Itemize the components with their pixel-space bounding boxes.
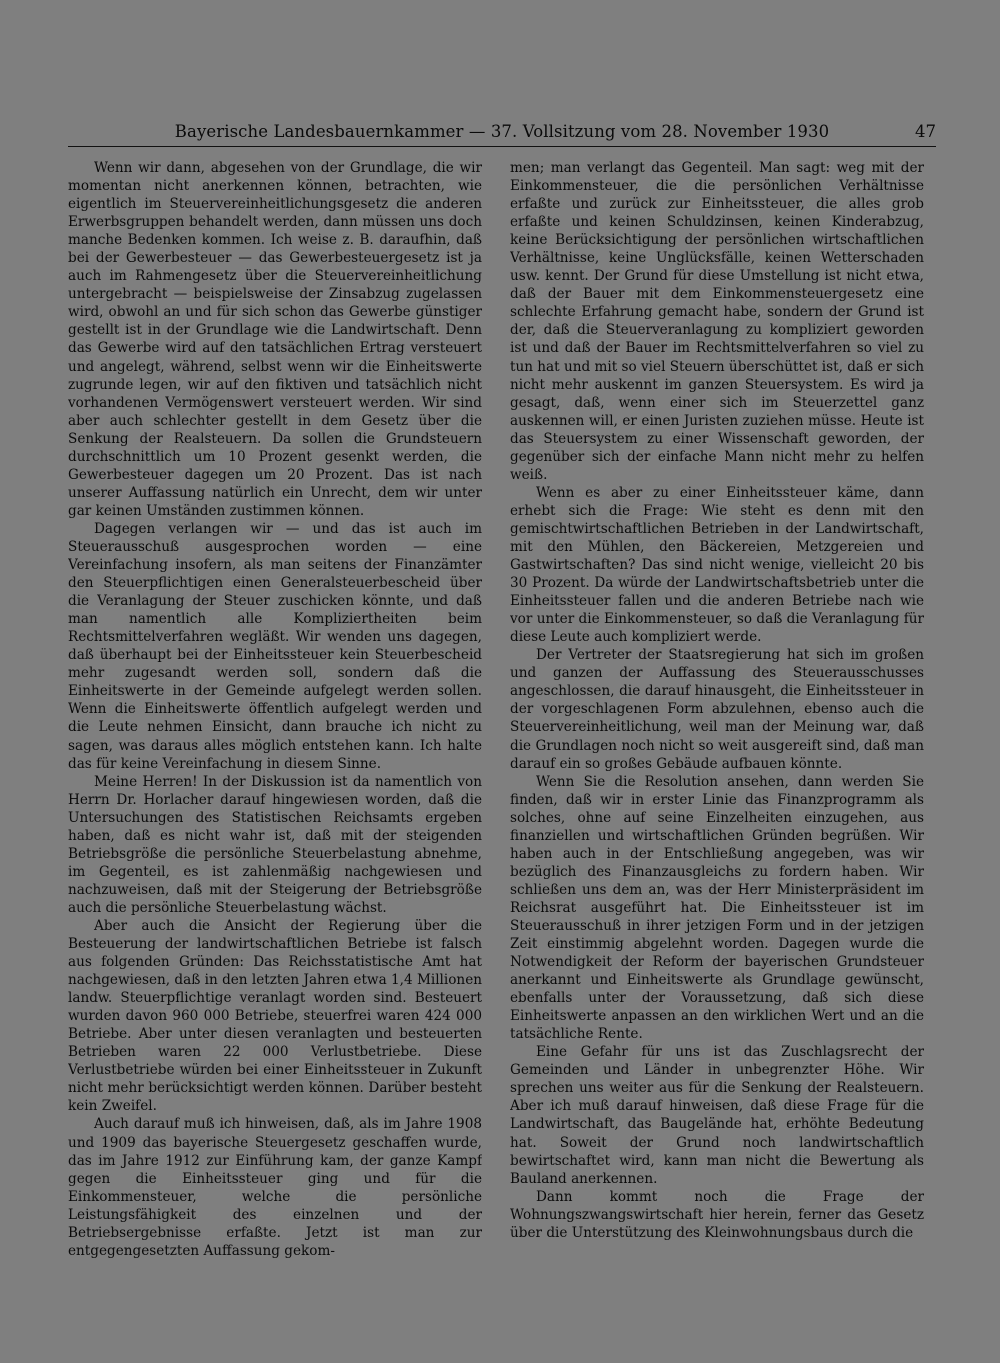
running-title: Bayerische Landesbauernkammer — 37. Vollsitzung vom 28. November 1930 [174, 122, 830, 141]
right-column [510, 159, 924, 1289]
paragraph: Aber auch die Ansicht der Regierung über die Besteuerung der landwirtschaftlichen Betriebe ist falsch aus folgenden Gründen: Das Reichsstatistische Amt hat nachgewiesen, daß in den letzten Jahren etwa 1,4 Millionen landw. Steuerpflichtige veranlagt worden sind. Besteuert wurden davon 960 000 Betriebe, steuerfrei waren 424 000 Betriebe. Aber unter diesen veranlagten und besteuerten Betrieben waren 22 000 Verlustbetriebe. Diese Verlustbetriebe würden bei einer Einheitssteuer in Zukunft nicht mehr berücksichtigt werden können. Darüber besteht kein Zweifel. [68, 917, 482, 1115]
paragraph: Der Vertreter der Staatsregierung hat sich im großen und ganzen der Auffassung des Steuerausschusses angeschlossen, die darauf hinausgeht, die Einheitssteuer in der vorgeschlagenen Form abzulehnen, ebenso auch die Steuervereinheitlichung, weil man der Meinung war, daß die Grundlagen noch nicht so weit ausgereift sind, daß man darauf ein so großes Gebäude aufbauen könnte. [510, 647, 924, 772]
paragraph: Wenn es aber zu einer Einheitssteuer käme, dann erhebt sich die Frage: Wie steht es denn mit den gemischtwirtschaftlichen Betrieben in der Landwirtschaft, mit den Mühlen, den Bäckereien, Metzgereien und Gastwirtschaften? Das sind nicht wenige, vielleicht 20 bis 30 Prozent. Da würde der Landwirtschaftsbetrieb unter die Einheitssteuer fallen und die anderen Betriebe nach wie vor unter die Einkommensteuer, so daß die Veranlagung für diese Leute auch kompliziert werde. [510, 484, 924, 646]
paragraph: Dann kommt noch die Frage der Wohnungszwangswirtschaft hier herein, ferner das Gesetz über die Unterstützung des Kleinwohnungsbaus durch die [510, 1188, 924, 1241]
page-header [68, 121, 936, 145]
left-column [68, 159, 482, 1289]
paragraph: Eine Gefahr für uns ist das Zuschlagsrecht der Gemeinden und Länder in unbegrenzter Höhe. Wir sprechen uns weiter aus für die Senkung der Realsteuern. Aber ich muß darauf hinweisen, daß diese Frage für die Landwirtschaft, das Baugelände hat, erhöhte Bedeutung hat. Soweit der Grund noch landwirtschaftlich bewirtschaftet wird, kann man nicht die Bewertung als Bauland anerkennen. [510, 1044, 924, 1187]
paragraph: men; man verlangt das Gegenteil. Man sagt: weg mit der Einkommensteuer, die die persönlichen Verhältnisse erfaßte und zurück zur Einheitssteuer, die alles grob erfaßte und keinen Schuldzinsen, keinen Kinderabzug, keine Berücksichtigung der persönlichen wirtschaftlichen Verhältnisse, keine Unglücksfälle, keinen Wetterschaden usw. kennt. Der Grund für diese Umstellung ist nicht etwa, daß der Bauer mit dem Einkommensteuergesetz eine schlechte Erfahrung gemacht habe, sondern der Grund ist der, daß die Steuerveranlagung zu kompliziert geworden ist und daß der Bauer im Rechtsmittelverfahren so viel zu tun hat und mit so viel Steuern überschüttet ist, daß er sich nicht mehr auskennt im ganzen Steuersystem. Es wird ja gesagt, daß, wenn einer sich im Steuerzettel ganz auskennen will, er einen Juristen zuziehen müsse. Heute ist das Steuersystem zu einer Wissenschaft geworden, der gegenüber sich der einfache Mann nicht mehr zu helfen weiß. [510, 160, 924, 483]
paragraph: Meine Herren! In der Diskussion ist da namentlich von Herrn Dr. Horlacher darauf hingewiesen worden, daß die Untersuchungen des Statistischen Reichsamts ergeben haben, daß es nicht wahr ist, daß mit der steigenden Betriebsgröße die persönliche Steuerbelastung abnehme, im Gegenteil, es ist zahlenmäßig nachgewiesen und nachzuweisen, daß mit der Steigerung der Betriebsgröße auch die persönliche Steuerbelastung wächst. [68, 773, 482, 916]
header-rule [68, 146, 936, 147]
page-number: 47 [915, 122, 936, 141]
paragraph: Wenn Sie die Resolution ansehen, dann werden Sie finden, daß wir in erster Linie das Finanzprogramm als solches, ohne auf seine Einzelheiten einzugehen, aus finanziellen und wirtschaftlichen Gründen begrüßen. Wir haben auch in der Entschließung angegeben, was wir bezüglich des Finanzausgleichs zu fordern haben. Wir schließen uns dem an, was der Herr Ministerpräsident im Reichsrat ausgeführt hat. Die Einheitssteuer ist im Steuerausschuß in ihrer jetzigen Form und in der jetzigen Zeit einstimmig abgelehnt worden. Dagegen wurde die Notwendigkeit der Reform der bayerischen Grundsteuer anerkannt und Einheitswerte als Grundlage gewünscht, ebenfalls unter der Voraussetzung, daß sich diese Einheitswerte anpassen an den wirklichen Wert und an die tatsächliche Rente. [510, 773, 924, 1043]
paragraph: Auch darauf muß ich hinweisen, daß, als im Jahre 1908 und 1909 das bayerische Steuergesetz geschaffen wurde, das im Jahre 1912 zur Einführung kam, der ganze Kampf gegen die Einheitssteuer ging und für die Einkommensteuer, welche die persönliche Leistungsfähigkeit des einzelnen und der Betriebsergebnisse erfaßte. Jetzt ist man zur entgegengesetzten Auffassung gekom- [68, 1116, 482, 1259]
paragraph: Dagegen verlangen wir — und das ist auch im Steuerausschuß ausgesprochen worden — eine Vereinfachung insofern, als man seitens der Finanzämter den Steuerpflichtigen einen Generalsteuerbescheid über die Veranlagung der Steuer zuschicken könnte, und daß man namentlich alle Kompliziertheiten beim Rechtsmittelverfahren wegläßt. Wir wenden uns dagegen, daß überhaupt bei der Einheitssteuer kein Steuerbescheid mehr zugesandt werden soll, sondern daß die Einheitswerte in der Gemeinde aufgelegt werden sollen. Wenn die Einheitswerte öffentlich aufgelegt werden und die Leute nehmen Einsicht, dann brauche ich nicht zu sagen, was daraus alles möglich entstehen kann. Ich halte das für keine Vereinfachung in diesem Sinne. [68, 520, 482, 772]
paragraph: Wenn wir dann, abgesehen von der Grundlage, die wir momentan nicht anerkennen können, betrachten, wie eigentlich im Steuervereinheitlichungsgesetz die anderen Erwerbsgruppen behandelt werden, dann müssen uns doch manche Bedenken kommen. Ich weise z. B. daraufhin, daß bei der Gewerbesteuer — das Gewerbesteuergesetz ist ja auch im Rahmengesetz über die Steuervereinheitlichung untergebracht — beispielsweise der Zinsabzug zugelassen wird, obwohl an und für sich schon das Gewerbe günstiger gestellt ist in der Grundlage wie die Landwirtschaft. Denn das Gewerbe wird auf den tatsächlichen Ertrag versteuert und angelegt, während, selbst wenn wir die Einheitswerte zugrunde legen, wir auf den fiktiven und tatsächlich nicht vorhandenen Vermögenswert versteuert werden. Wir sind aber auch schlechter gestellt in dem Gesetz über die Senkung der Realsteuern. Da sollen die Grundsteuern durchschnittlich um 10 Prozent gesenkt werden, die Gewerbesteuer dagegen um 20 Prozent. Das ist nach unserer Auffassung natürlich ein Unrecht, dem wir unter gar keinen Umständen zustimmen können. [68, 160, 482, 519]
